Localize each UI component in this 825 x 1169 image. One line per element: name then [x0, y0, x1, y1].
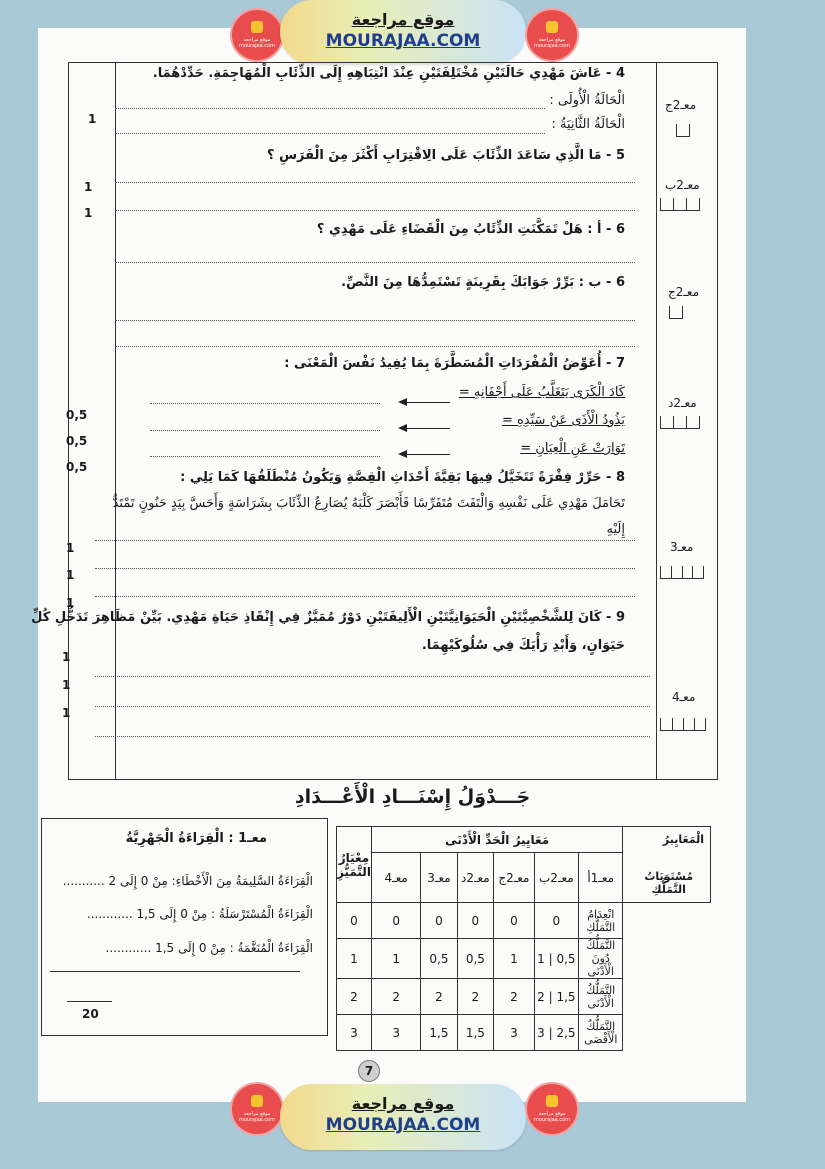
question-4: 4 - عَاشَ مَهْدِي حَالَتَيْنِ مُخْتَلِفَتَيْنِ عِنْدَ انْتِبَاهِهِ إِلَى الذِّئَابِ الْمُهَاجِمَةِ. حَدِّدْهُمَا. — [152, 66, 625, 81]
mark-q9b: 1 — [62, 678, 71, 692]
marks-divider — [115, 63, 116, 779]
vocab-item-3: تَوَارَتْ عَنِ الْعِيَانِ = — [520, 441, 625, 456]
grid-cell: 0 — [494, 903, 534, 939]
grid-cell: 2 — [371, 979, 420, 1015]
grid-cell: 1 | 0,5 — [534, 939, 578, 979]
grid-row-label: انْعِدَامُ التَّمَلُّكِ — [579, 903, 623, 939]
criterion-q7: معـ2د — [668, 396, 697, 410]
mark-q9c: 1 — [62, 706, 71, 720]
bell-icon — [251, 21, 263, 33]
score-box — [676, 124, 690, 137]
scoring-grid — [336, 826, 711, 1051]
grid-col-3: معـ2ج — [494, 853, 534, 903]
criterion-q4: معـ2ج — [665, 98, 697, 112]
grid-header-minimum: مَعَايِيرُ الْحَدِّ الْأَدْنَى — [371, 827, 622, 853]
mark-q7c: 0,5 — [66, 460, 88, 474]
page-number: 7 — [358, 1060, 380, 1082]
grid-row-label: التَّمَلُّكُ دُونَ الْأَدْنَى — [579, 939, 623, 979]
site-logo-left[interactable]: موقع مراجعة mourajaa.com — [232, 10, 282, 60]
site-banner-top[interactable]: موقع مراجعة MOURAJAA.COM — [280, 0, 526, 64]
question-4-state-2: الْحَالَةُ الثَّانِيَةُ : — [551, 117, 625, 132]
grid-row-label: التَّمَلُّكُ الْأَدْنَى — [579, 979, 623, 1015]
site-logo-right-bottom[interactable]: موقع مراجعة mourajaa.com — [527, 1084, 577, 1134]
reading-title: معـ1 : الْقِرَاءَةُ الْجَهْرِيَّةُ — [125, 831, 267, 846]
question-8-start-line-1: تَحَامَلَ مَهْدِي عَلَى نَفْسِهِ وَالْتَفَتَ مُتَفَرِّسًا فَأَبْصَرَ كَلْبَهُ يُصَارِعُ الذِّئَابَ بِشَرَاسَةٍ وَأَحَسَّ بِيَدٍ حَنُونٍ تَمْتَدُّ — [112, 496, 625, 511]
answer-line[interactable] — [115, 262, 635, 263]
score-box — [669, 306, 683, 319]
answer-line[interactable] — [150, 456, 380, 457]
reading-criteria-box — [41, 818, 328, 1036]
arrow-icon — [400, 454, 450, 455]
grid-row-label: التَّمَلُّكُ الْأَقْصَى — [579, 1015, 623, 1051]
grid-cell: 1 — [337, 939, 372, 979]
grid-cell: 1 — [371, 939, 420, 979]
arrow-icon — [400, 428, 450, 429]
grid-col-4: معـ2د — [457, 853, 494, 903]
grid-col-1: معـ1أ — [579, 853, 623, 903]
answer-line[interactable] — [115, 133, 545, 134]
question-9-line-2: حَيَوَانٍ، وَأَبْدِ رَأْيَكَ فِي سُلُوكَيْهِمَا. — [421, 638, 625, 653]
score-box — [660, 566, 704, 579]
grid-cell: 0 — [534, 903, 578, 939]
grid-header-levels — [623, 827, 711, 903]
grid-cell: 3 — [494, 1015, 534, 1051]
grid-cell: 2 — [421, 979, 457, 1015]
mark-q4: 1 — [88, 112, 97, 126]
score-box — [660, 718, 706, 731]
bell-icon — [251, 1095, 263, 1107]
answer-line[interactable] — [115, 182, 635, 183]
answer-line[interactable] — [95, 736, 650, 737]
grid-cell: 0 — [337, 903, 372, 939]
grid-cell: 0,5 — [421, 939, 457, 979]
divider — [50, 971, 300, 972]
mark-q8c: 1 — [66, 596, 75, 610]
mark-q7a: 0,5 — [66, 408, 88, 422]
grid-cell: 3 — [337, 1015, 372, 1051]
mark-q5a: 1 — [84, 180, 93, 194]
grid-cell: 3 — [371, 1015, 420, 1051]
reading-row-2: الْقِرَاءَةُ الْمُسْتَرْسَلَةُ : مِنْ 0 إِلَى 1,5 ............ — [86, 907, 313, 921]
grid-cell: 2 — [494, 979, 534, 1015]
mark-q5b: 1 — [84, 206, 93, 220]
grid-cell: 0 — [421, 903, 457, 939]
grid-cell: 1,5 — [457, 1015, 494, 1051]
question-4-state-1: الْحَالَةُ الْأُولَى : — [549, 93, 625, 108]
criterion-q6: معـ2ج — [668, 285, 700, 299]
mark-q8a: 1 — [66, 541, 75, 555]
answer-line[interactable] — [150, 430, 380, 431]
grid-cell: 2 | 1,5 — [534, 979, 578, 1015]
reading-row-3: الْقِرَاءَةُ الْمُنَغَّمَةُ : مِنْ 0 إِلَى 1,5 ............ — [105, 941, 313, 955]
question-8: 8 - حَرِّرْ فِقْرَةً تَتَخَيَّلُ فِيهَا بَقِيَّةَ أَحْدَاثِ الْقِصَّةِ وَيَكُونُ مُنْطَلَقُهَا كَمَا يَلِي : — [180, 470, 625, 485]
answer-line[interactable] — [95, 676, 650, 677]
answer-line[interactable] — [95, 706, 650, 707]
site-banner-bottom[interactable]: موقع مراجعة MOURAJAA.COM — [280, 1084, 526, 1150]
question-5: 5 - مَا الَّذِي سَاعَدَ الذِّئَابَ عَلَى الِاقْتِرَابِ أَكْثَرَ مِنَ الْفَرَسِ ؟ — [267, 148, 625, 163]
answer-line[interactable] — [115, 320, 635, 321]
grid-cell: 1 — [494, 939, 534, 979]
question-7: 7 - أُعَوِّضُ الْمُفْرَدَاتِ الْمُسَطَّرَةَ بِمَا يُفِيدُ نَفْسَ الْمَعْنَى : — [284, 356, 625, 371]
bell-icon — [546, 21, 558, 33]
answer-line[interactable] — [150, 403, 380, 404]
criterion-q5: معـ2ب — [665, 178, 700, 192]
question-9-line-1: 9 - كَانَ لِلشَّخْصِيَّتَيْنِ الْحَيَوَانِيَّتَيْنِ الْأَلِيفَتَيْنِ دَوْرٌ مُمَيَّزٌ فِي إِنْقَاذِ حَيَاةِ مَهْدِي. بَيِّنْ مَظَاهِرَ تَدَخُّلِ كُلِّ — [31, 610, 625, 625]
grid-header-excellence: مِعْيَارُ التَّمَيُّزِ — [337, 827, 372, 903]
fraction-bar — [67, 1001, 112, 1002]
question-6b: 6 - ب : بَرِّرْ جَوَابَكَ بِقَرِينَةٍ تَسْتَمِدُّهَا مِنَ النَّصِّ. — [341, 275, 625, 290]
site-logo-left-bottom[interactable]: موقع مراجعة mourajaa.com — [232, 1084, 282, 1134]
arrow-icon — [400, 402, 450, 403]
grid-col-6: معـ4 — [371, 853, 420, 903]
reading-total: 20 — [82, 1007, 99, 1021]
question-6a: 6 - أ : هَلْ تَمَكَّنَتِ الذِّئَابُ مِنَ الْقَضَاءِ عَلَى مَهْدِي ؟ — [316, 222, 625, 237]
scoring-table-title: جَـــدْوَلُ إِسْنَـــادِ الْأَعْـــدَادِ — [294, 786, 531, 808]
grid-col-5: معـ3 — [421, 853, 457, 903]
vocab-item-2: يَذُودُ الْأَذَى عَنْ سَيِّدِهِ = — [501, 413, 625, 428]
answer-line[interactable] — [115, 346, 635, 347]
grid-cell: 0 — [457, 903, 494, 939]
criterion-q8: معـ3 — [670, 540, 694, 554]
score-box — [660, 198, 700, 211]
grid-header-levels-label: مُسْتَوَيَاتُ التَّمَلُّكِ — [644, 870, 694, 896]
mark-q7b: 0,5 — [66, 434, 88, 448]
grid-header-criteria: الْمَعَايِيرُ — [662, 833, 704, 846]
answer-line[interactable] — [95, 568, 635, 569]
mark-q8b: 1 — [66, 568, 75, 582]
bell-icon — [546, 1095, 558, 1107]
site-logo-right[interactable]: موقع مراجعة mourajaa.com — [527, 10, 577, 60]
grid-col-2: معـ2ب — [534, 853, 578, 903]
criteria-divider — [656, 63, 657, 779]
answer-line[interactable] — [95, 596, 635, 597]
grid-cell: 0,5 — [457, 939, 494, 979]
question-8-start-line-2: إِلَيْهِ — [606, 522, 625, 537]
grid-cell: 1,5 — [421, 1015, 457, 1051]
criterion-q9: معـ4 — [672, 690, 696, 704]
grid-cell: 2 — [337, 979, 372, 1015]
vocab-item-1: كَادَ الْكَرَى يَتَغَلَّبُ عَلَى أَجْفَانِهِ = — [458, 385, 625, 400]
grid-cell: 2 — [457, 979, 494, 1015]
grid-cell: 0 — [371, 903, 420, 939]
answer-line[interactable] — [95, 540, 635, 541]
score-box — [660, 416, 700, 429]
grid-cell: 3 | 2,5 — [534, 1015, 578, 1051]
answer-line[interactable] — [115, 210, 635, 211]
answer-line[interactable] — [115, 108, 545, 109]
mark-q9a: 1 — [62, 650, 71, 664]
reading-row-1: الْقِرَاءَةُ السَّلِيمَةُ مِنَ الْأَخْطَاءِ: مِنْ 0 إِلَى 2 ........... — [62, 874, 313, 888]
